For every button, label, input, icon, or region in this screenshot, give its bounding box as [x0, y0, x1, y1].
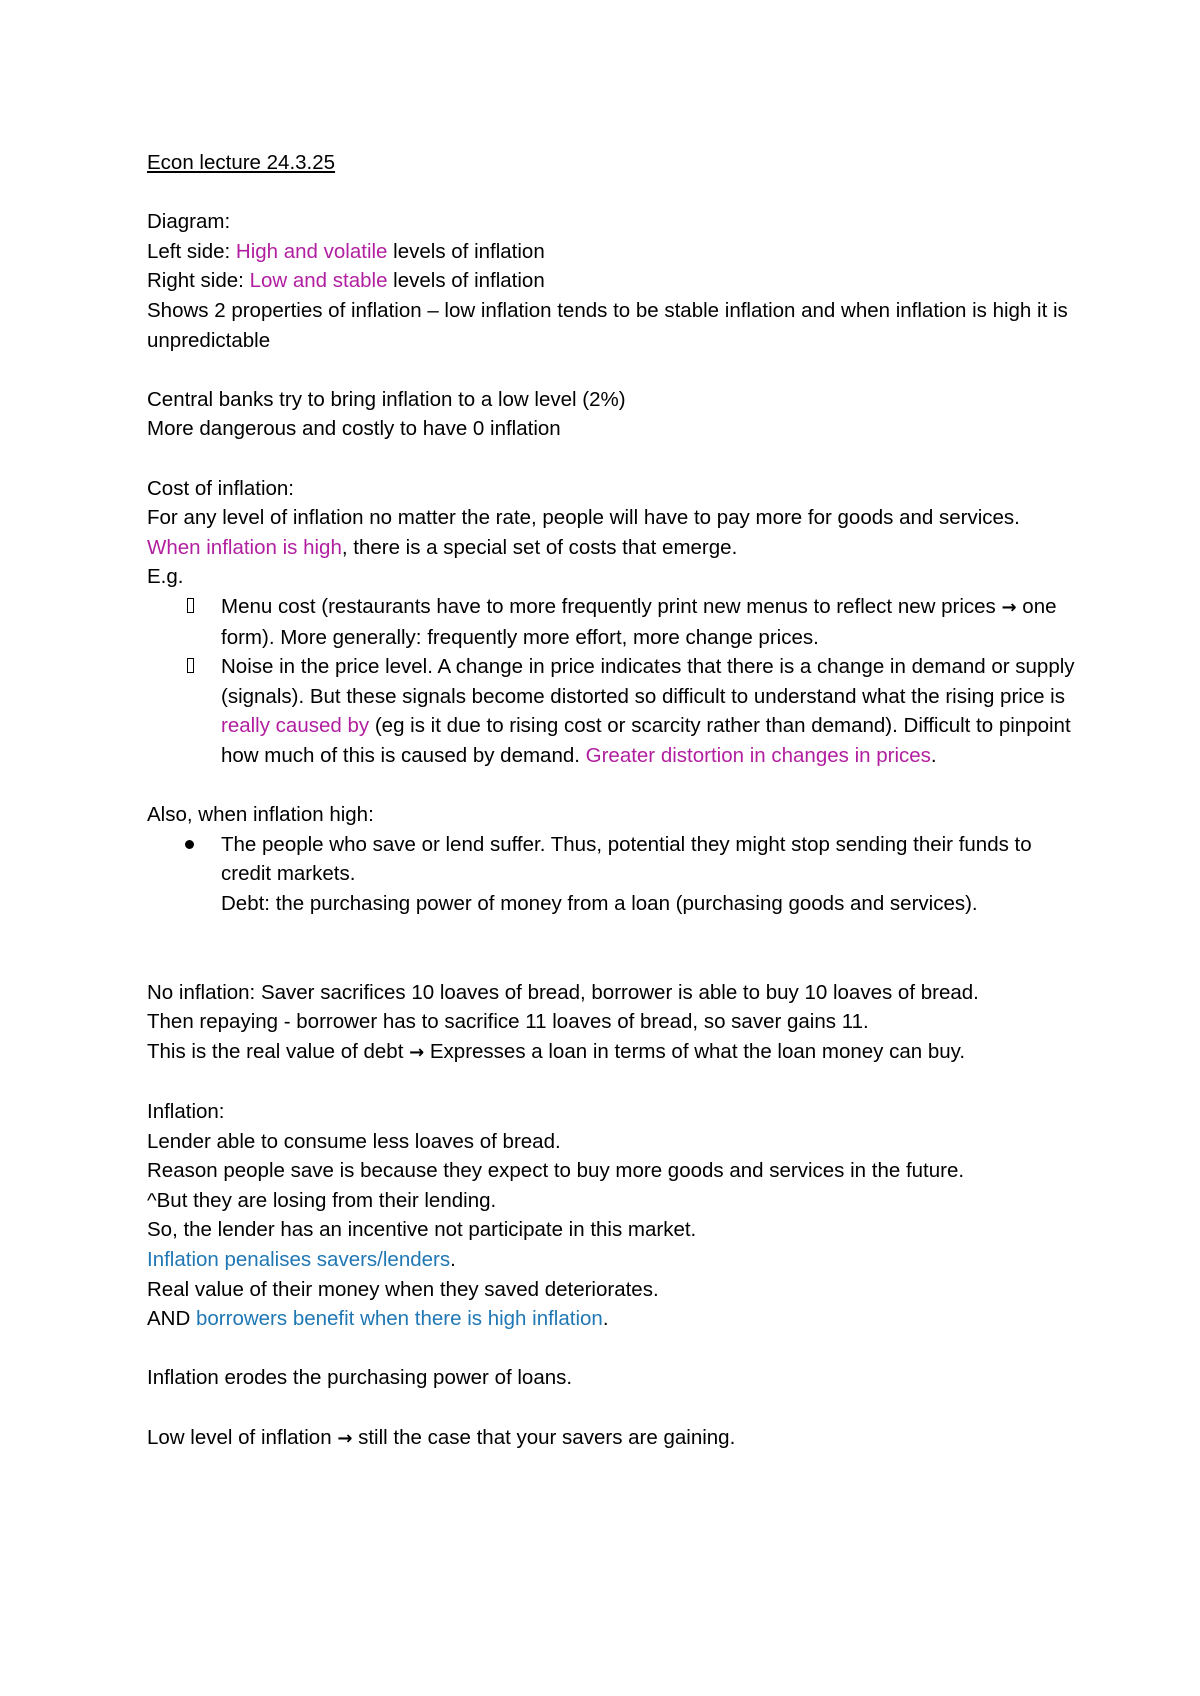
zero-inflation-line: More dangerous and costly to have 0 inflation	[147, 417, 561, 441]
highlight-low-stable: Low and stable	[249, 269, 388, 293]
document-title: Econ lecture 24.3.25	[147, 151, 336, 174]
highlight-when-high: When inflation is high	[147, 535, 342, 559]
repaying-line: Then repaying - borrower has to sacrifice 11 loaves of bread, so saver gains 11.	[147, 1010, 869, 1034]
high-inflation-line: When inflation is high, there is a special set of costs that emerge.	[147, 535, 738, 559]
right-arrow-icon: →	[409, 1041, 425, 1063]
cost-heading: Cost of inflation:	[147, 476, 294, 500]
inflation-line-3: ^But they are losing from their lending.	[147, 1188, 497, 1212]
highlight-penalises: Inflation penalises savers/lenders	[147, 1247, 451, 1271]
erodes-line: Inflation erodes the purchasing power of loans.	[147, 1366, 573, 1390]
diagram-heading: Diagram:	[147, 210, 231, 234]
diagram-shows: Shows 2 properties of inflation – low inflation tends to be stable inflation and when inflation is high it is unpredictable	[147, 298, 1068, 352]
cost-list	[147, 592, 1077, 771]
list-item-menu-cost: Menu cost (restaurants have to more frequently print new menus to reflect new prices → one form). More generally: frequently more effort, more change prices.	[147, 592, 1077, 652]
inflation-heading: Inflation:	[147, 1100, 225, 1123]
inflation-line-2: Reason people save is because they expect to buy more goods and services in the future.	[147, 1159, 965, 1183]
inflation-line-7: AND borrowers benefit when there is high inflation.	[147, 1307, 609, 1331]
inflation-line-6: Real value of their money when they saved deteriorates.	[147, 1277, 659, 1301]
eg-label: E.g.	[147, 565, 184, 589]
list-item-noise: Noise in the price level. A change in price indicates that there is a change in demand or supply (signals). But these signals become distorted so difficult to understand what the rising price is really caused by (eg is it due to rising cost or scarcity rather than demand). Difficult to pinpoint how much of this is caused by demand. Greater distortion in changes in prices.	[147, 652, 1077, 770]
diagram-right: Right side: Low and stable levels of inflation	[147, 269, 545, 293]
also-heading: Also, when inflation high:	[147, 803, 374, 827]
cost-paragraph: For any level of inflation no matter the rate, people will have to pay more for goods and services.	[147, 506, 1020, 530]
inflation-line-5: Inflation penalises savers/lenders.	[147, 1247, 456, 1271]
low-level-line: Low level of inflation → still the case that your savers are gaining.	[147, 1425, 736, 1449]
highlight-borrowers-benefit: borrowers benefit when there is high inflation	[195, 1307, 603, 1331]
inflation-line-4: So, the lender has an incentive not participate in this market.	[147, 1218, 697, 1242]
no-inflation-line: No inflation: Saver sacrifices 10 loaves of bread, borrower is able to buy 10 loaves of bread.	[147, 980, 979, 1004]
list-item-savers-suffer: The people who save or lend suffer. Thus, potential they might stop sending their funds to credit markets. Debt: the purchasing power of money from a loan (purchasing goods and services).	[147, 830, 1077, 919]
highlight-greater-distortion: Greater distortion in changes in prices	[585, 743, 931, 767]
bullet-dot-icon	[185, 840, 194, 849]
inflation-line-1: Lender able to consume less loaves of bread.	[147, 1129, 561, 1153]
also-list	[147, 830, 1077, 919]
central-banks-line: Central banks try to bring inflation to a low level (2%)	[147, 387, 626, 411]
highlight-really-caused: really caused by	[221, 714, 370, 738]
highlight-high-volatile: High and volatile	[235, 239, 388, 263]
missing-glyph-bullet-icon	[187, 598, 194, 613]
diagram-left: Left side: High and volatile levels of inflation	[147, 239, 545, 263]
document-body	[147, 148, 1077, 1453]
right-arrow-icon: →	[337, 1427, 353, 1449]
right-arrow-icon: →	[1001, 596, 1017, 618]
debt-line: Debt: the purchasing power of money from a loan (purchasing goods and services).	[221, 891, 978, 915]
real-value-line: This is the real value of debt → Expresses a loan in terms of what the loan money can buy.	[147, 1039, 966, 1063]
missing-glyph-bullet-icon	[187, 658, 194, 673]
